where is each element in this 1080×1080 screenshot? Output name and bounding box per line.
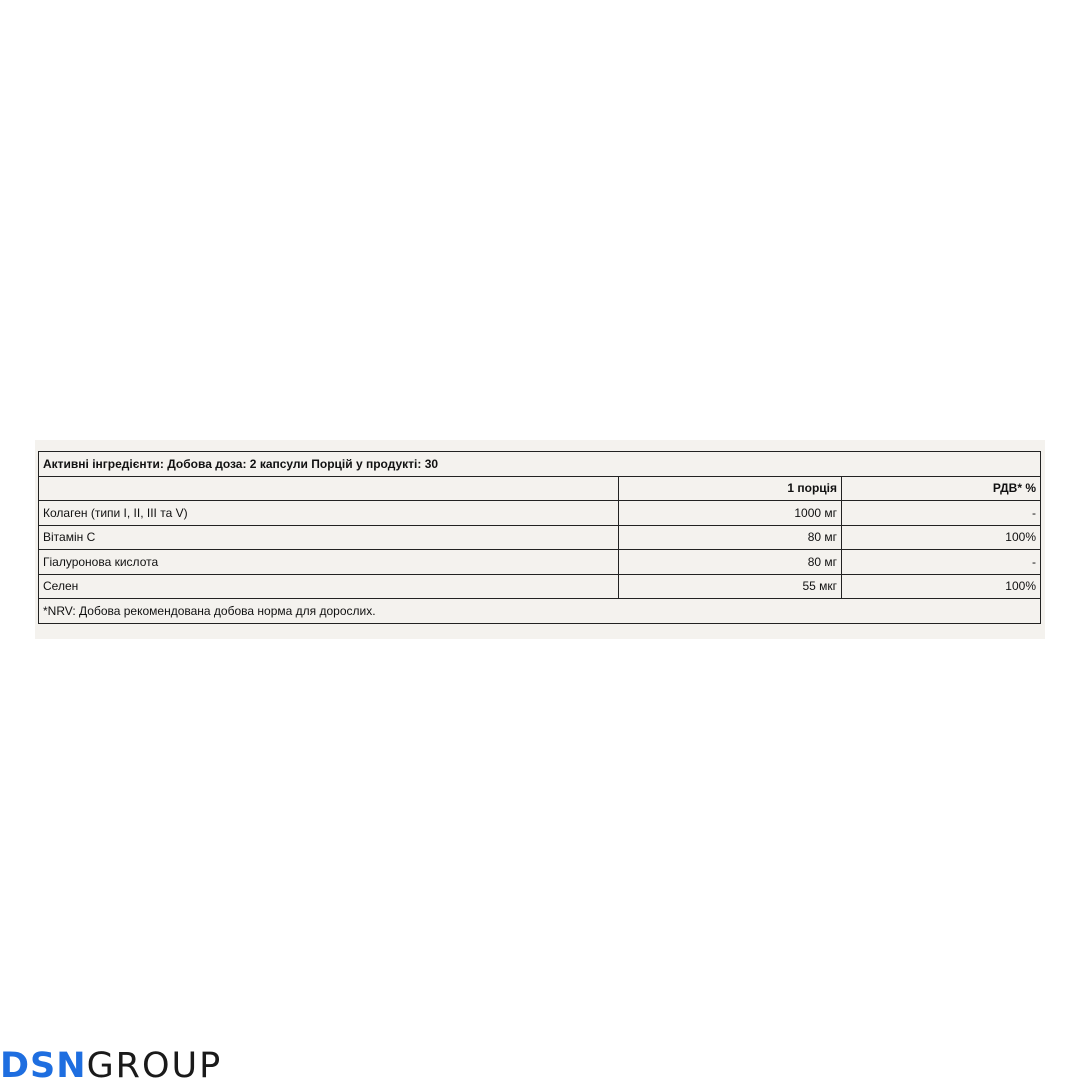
column-header-serving: 1 порція xyxy=(619,476,842,501)
ingredient-nrv: - xyxy=(842,550,1041,575)
table-header-row xyxy=(39,452,1041,477)
logo-text-dsn: DSN xyxy=(0,1046,87,1080)
column-header-nrv: РДВ* % xyxy=(842,476,1041,501)
ingredient-nrv: - xyxy=(842,501,1041,526)
table-row xyxy=(39,525,1041,550)
column-header-ingredient xyxy=(39,476,619,501)
dsn-group-logo xyxy=(0,1046,222,1080)
ingredient-serving: 80 мг xyxy=(619,550,842,575)
ingredient-name: Селен xyxy=(39,574,619,599)
ingredient-nrv: 100% xyxy=(842,525,1041,550)
ingredient-name: Гіалуронова кислота xyxy=(39,550,619,575)
ingredient-name: Колаген (типи I, II, III та V) xyxy=(39,501,619,526)
table-title: Активні інгредієнти: Добова доза: 2 капсули Порцій у продукті: 30 xyxy=(39,452,1041,477)
ingredient-serving: 55 мкг xyxy=(619,574,842,599)
ingredient-serving: 80 мг xyxy=(619,525,842,550)
supplement-facts-panel xyxy=(35,440,1045,639)
table-row xyxy=(39,574,1041,599)
footnote: *NRV: Добова рекомендована добова норма для дорослих. xyxy=(39,599,1041,624)
table-row xyxy=(39,550,1041,575)
column-header-row xyxy=(39,476,1041,501)
ingredient-name: Вітамін С xyxy=(39,525,619,550)
supplement-facts-table xyxy=(38,451,1041,624)
table-row xyxy=(39,501,1041,526)
ingredient-serving: 1000 мг xyxy=(619,501,842,526)
logo-text-group: GROUP xyxy=(86,1046,223,1080)
ingredient-nrv: 100% xyxy=(842,574,1041,599)
footnote-row xyxy=(39,599,1041,624)
